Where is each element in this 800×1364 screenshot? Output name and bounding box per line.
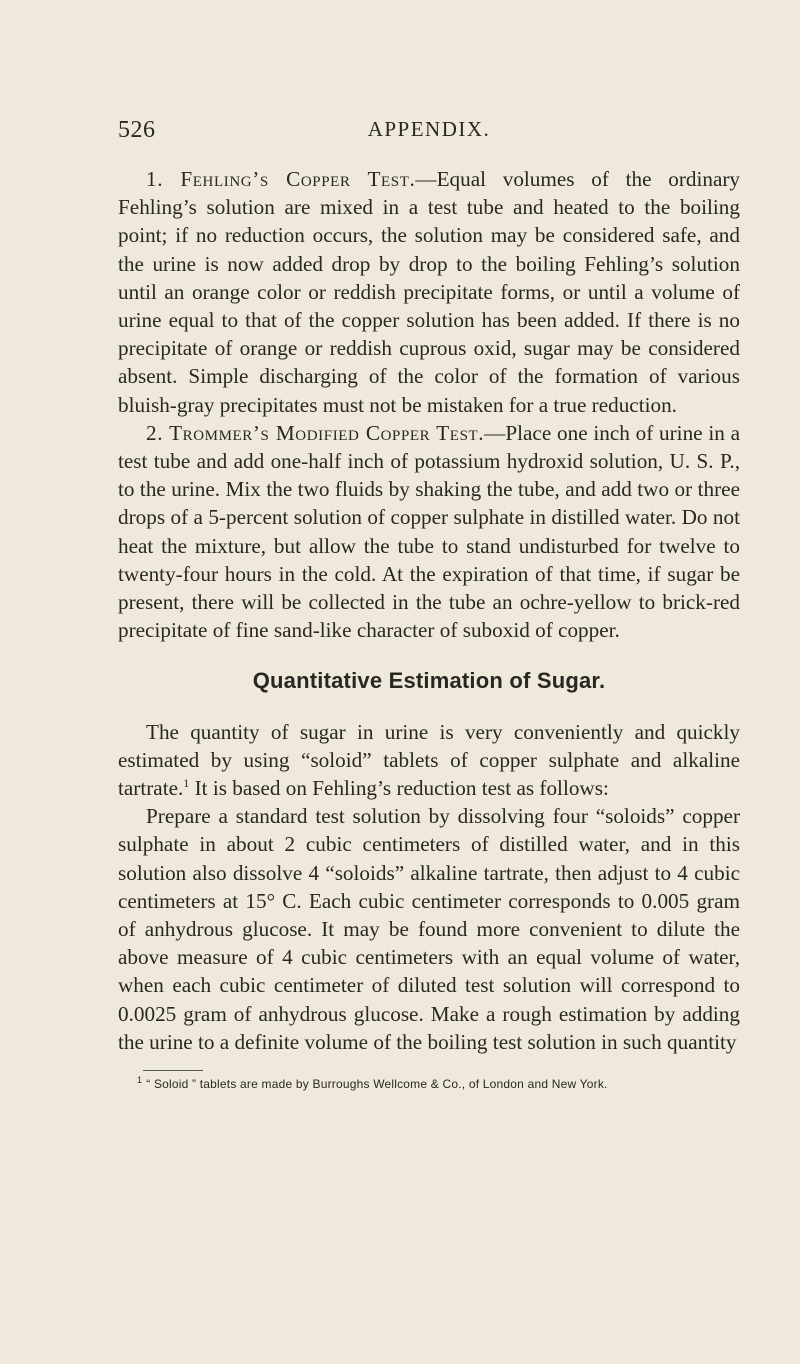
trommer-test-label: 2. Trommer’s Modified Copper Test. — [146, 420, 485, 445]
page-header — [118, 117, 740, 149]
footnote-text: “ Soloid ” tablets are made by Burroughs Wellcome & Co., of London and New York. — [146, 1077, 608, 1091]
paragraph-trommer-test — [118, 419, 740, 645]
body-text — [118, 165, 740, 1056]
footnote-mark: 1 — [137, 1075, 143, 1085]
footnote-reference: 1 — [183, 776, 190, 790]
quantity-intro-text-cont: It is based on Fehling’s reduction test as follows: — [189, 776, 609, 801]
section-heading: Quantitative Estimation of Sugar. — [252, 668, 606, 694]
footnote-rule — [143, 1070, 203, 1071]
quantity-intro-text: The quantity of sugar in urine is very conveniently and quickly estimated by using “soloid” tablets of copper sulphate and alkaline tartrate. — [118, 719, 740, 801]
standard-solution-text: Prepare a standard test solution by dissolving four “soloids” copper sulphate in about 2 cubic centimeters of distilled water, and in this solution also dissolve 4 “soloids” alkaline tartrate, then adjust to 4 cubic centimeters at 15° C. Each cubic centimeter corresponds to 0.005 gram of anhydrous glucose. It may be found more convenient to dilute the above measure of 4 cubic centimeters with an equal volume of water, when each cubic centimeter of diluted test solution will correspond to 0.0025 gram of anhydrous glucose. Make a rough estimation by adding the urine to a definite volume of the boiling test solution in such quantity — [118, 804, 740, 1054]
paragraph-fehling-test — [118, 165, 740, 419]
paragraph-quantity-intro — [118, 718, 740, 803]
trommer-test-text: —Place one inch of urine in a test tube and add one-half inch of potassium hydroxid solution, U. S. P., to the urine. Mix the two fluids by shaking the tube, and add two or three drops of a 5-percent solution of copper sulphate in distilled water. Do not heat the mixture, but allow the tube to stand undisturbed for twelve to twenty-four hours in the cold. At the expiration of that time, if sugar be present, there will be collected in the tube an ochre-yellow to brick-red precipitate of fine sand-like character of suboxid of copper. — [118, 420, 740, 643]
page-number: 526 — [118, 117, 156, 143]
footnote — [137, 1075, 747, 1091]
paragraph-standard-solution — [118, 802, 740, 1056]
fehling-test-text: —Equal volumes of the ordinary Fehling’s solution are mixed in a test tube and heated to the boiling point; if no reduction occurs, the solution may be considered safe, and the urine is now added drop by drop to the boiling Fehling’s solution until an orange color or reddish precipitate forms, or until a volume of urine equal to that of the copper solution has been added. If there is no precipitate of orange or reddish cuprous oxid, sugar may be considered absent. Simple discharging of the color of the formation of various bluish-gray precipitates must not be mistaken for a true reduction. — [118, 167, 741, 417]
running-head: APPENDIX. — [367, 117, 491, 141]
fehling-test-label: 1. Fehling’s Copper Test. — [146, 167, 416, 191]
